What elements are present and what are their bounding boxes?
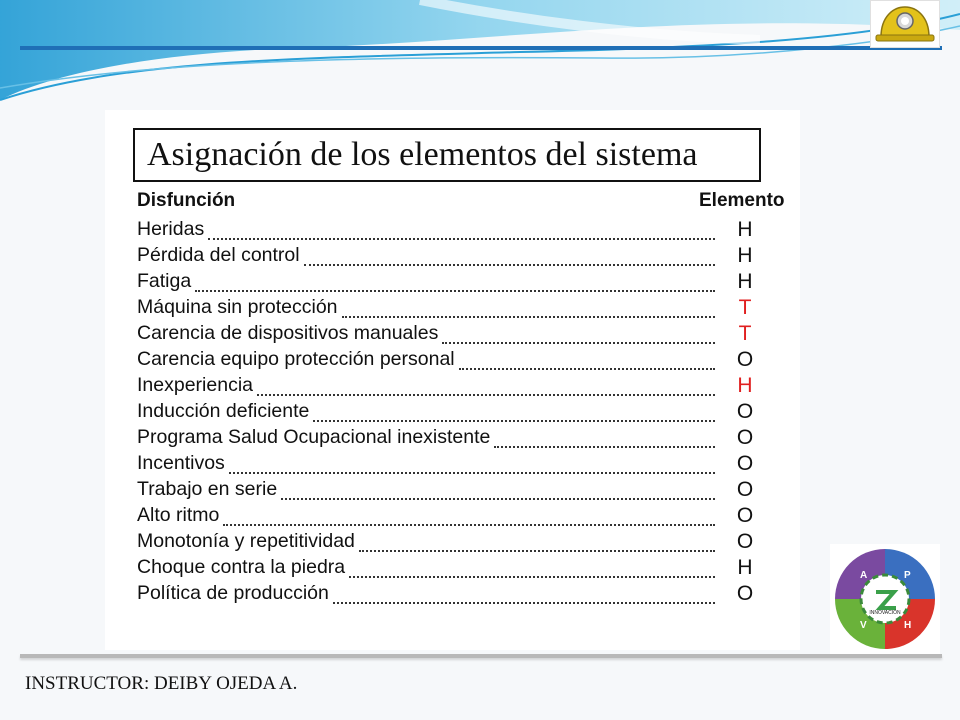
header-wave-decoration <box>0 0 960 110</box>
dot-leader <box>442 322 715 344</box>
dysfunction-label: Alto ritmo <box>137 504 220 526</box>
table-row <box>137 530 797 556</box>
element-code: O <box>736 452 754 475</box>
table-row <box>137 348 797 374</box>
dysfunction-label: Trabajo en serie <box>137 478 278 500</box>
table-row <box>137 270 797 296</box>
element-code: T <box>738 322 752 345</box>
table-row <box>137 556 797 582</box>
element-code: H <box>737 270 753 293</box>
table-row <box>137 244 797 270</box>
dot-leader <box>281 478 715 500</box>
dysfunction-label: Carencia de dispositivos manuales <box>137 322 439 344</box>
element-code: O <box>736 582 754 605</box>
dot-leader <box>257 374 715 396</box>
table-row <box>137 218 797 244</box>
table-row <box>137 504 797 530</box>
dysfunction-label: Programa Salud Ocupacional inexistente <box>137 426 491 448</box>
element-code: T <box>738 296 752 319</box>
dot-leader <box>494 426 715 448</box>
dot-leader <box>313 400 715 422</box>
table-row <box>137 374 797 400</box>
table-row <box>137 296 797 322</box>
dot-leader <box>333 582 715 604</box>
dysfunction-label: Incentivos <box>137 452 225 474</box>
dysfunction-list <box>137 218 797 608</box>
table-row <box>137 478 797 504</box>
logo-center-label: INNOVACIÓN <box>869 610 901 616</box>
dysfunction-label: Máquina sin protección <box>137 296 338 318</box>
column-header-disfuncion: Disfunción <box>137 190 236 211</box>
dysfunction-label: Inducción deficiente <box>137 400 310 422</box>
dot-leader <box>342 296 715 318</box>
element-code: O <box>736 400 754 423</box>
table-row <box>137 452 797 478</box>
instructor-credit: INSTRUCTOR: DEIBY OJEDA A. <box>25 673 298 694</box>
dot-leader <box>195 270 715 292</box>
element-code: O <box>736 504 754 527</box>
dot-leader <box>459 348 715 370</box>
column-header-elemento: Elemento <box>699 190 785 211</box>
element-code: H <box>737 244 753 267</box>
logo-letter-a: A <box>860 570 868 581</box>
footer-rule <box>20 654 942 658</box>
dot-leader <box>229 452 715 474</box>
element-code: O <box>736 478 754 501</box>
element-code: H <box>737 374 753 397</box>
element-code: O <box>736 426 754 449</box>
apvh-cycle-logo <box>830 544 940 654</box>
dysfunction-label: Fatiga <box>137 270 192 292</box>
dysfunction-label: Heridas <box>137 218 205 240</box>
table-row <box>137 400 797 426</box>
dysfunction-label: Inexperiencia <box>137 374 253 396</box>
table-title: Asignación de los elementos del sistema <box>133 128 761 182</box>
element-code: H <box>737 556 753 579</box>
dot-leader <box>359 530 715 552</box>
logo-letter-h: H <box>904 620 912 631</box>
dot-leader <box>349 556 715 578</box>
dot-leader <box>223 504 715 526</box>
helmet-logo <box>870 0 940 48</box>
dysfunction-label: Política de producción <box>137 582 329 604</box>
element-code: H <box>737 218 753 241</box>
table-row <box>137 322 797 348</box>
logo-letter-p: P <box>904 570 911 581</box>
dysfunction-label: Choque contra la piedra <box>137 556 346 578</box>
element-code: O <box>736 530 754 553</box>
element-code: O <box>736 348 754 371</box>
dot-leader <box>304 244 715 266</box>
dot-leader <box>208 218 715 240</box>
dysfunction-label: Monotonía y repetitividad <box>137 530 355 552</box>
table-row <box>137 426 797 452</box>
document-image <box>105 110 800 650</box>
header-rule <box>20 46 942 50</box>
table-row <box>137 582 797 608</box>
hard-hat-icon <box>871 1 939 47</box>
dysfunction-label: Carencia equipo protección personal <box>137 348 455 370</box>
dysfunction-label: Pérdida del control <box>137 244 300 266</box>
logo-letter-v: V <box>860 620 867 631</box>
